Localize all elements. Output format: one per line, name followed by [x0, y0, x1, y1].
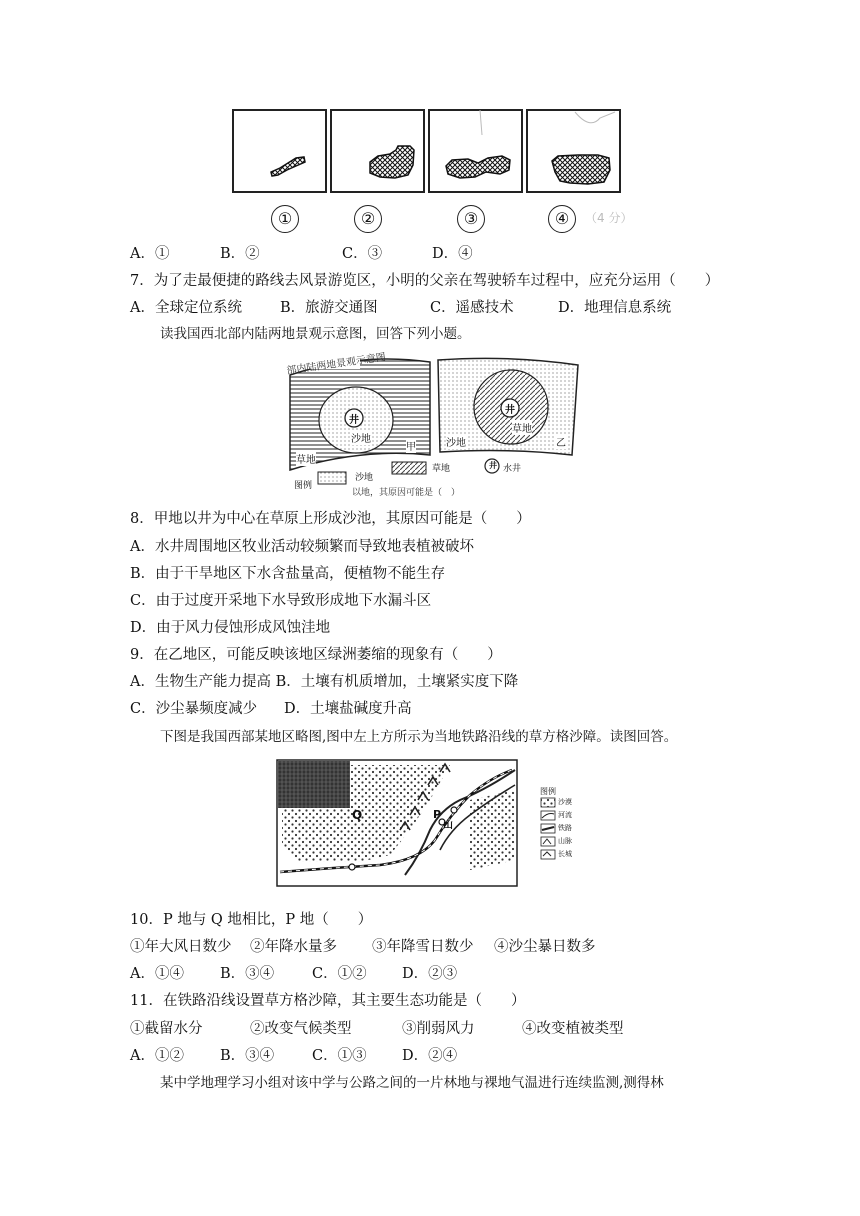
panel-number-4: ④: [548, 205, 576, 233]
yi-sand-label: 沙地: [446, 434, 466, 449]
q7-option-c[interactable]: C．遥感技术: [430, 300, 514, 316]
map-label-q: Q: [352, 808, 363, 822]
q8-stem: 8．甲地以井为中心在草原上形成沙池，其原因可能是（ ）: [130, 511, 531, 527]
q10-option-a[interactable]: A．①④: [130, 966, 184, 982]
map-legend-river-swatch: [541, 811, 555, 820]
jia-sand-label: 沙地: [351, 430, 371, 445]
q7-option-b[interactable]: B．旅游交通图: [280, 300, 378, 316]
legend-title: 图例: [294, 481, 313, 491]
yi-label: 乙: [556, 434, 566, 449]
map-legend-desert-swatch: [541, 798, 555, 807]
q8-option-c[interactable]: C．由于过度开采地下水导致形成地下水漏斗区: [130, 593, 432, 609]
q8-option-a[interactable]: A．水井周围地区牧业活动较频繁而导致地表植被破坏: [130, 539, 474, 555]
map-legend-title: 图例: [540, 787, 556, 796]
legend-sand-label: 沙地: [355, 473, 374, 483]
intro-last: 某中学地理学习小组对该中学与公路之间的一片林地与裸地气温进行连续监测,测得林: [160, 1075, 664, 1091]
q9-options-line1[interactable]: A．生物生产能力提高 B．土壤有机质增加，土壤紧实度下降: [130, 674, 519, 690]
jia-label: 甲: [406, 438, 416, 453]
q10-statement-4: ④沙尘暴日数多: [494, 939, 596, 955]
q10-option-d[interactable]: D．②③: [402, 966, 458, 982]
intro-10-11: 下图是我国西部某地区略图,图中左上方所示为当地铁路沿线的草方格沙障。读图回答。: [160, 729, 678, 745]
q11-statement-4: ④改变植被类型: [522, 1021, 624, 1037]
q6-option-d[interactable]: D．④: [432, 246, 473, 262]
q11-option-b[interactable]: B．③④: [220, 1048, 275, 1064]
q9-option-c[interactable]: C．沙尘暴频度减少: [130, 701, 258, 717]
q6-option-c[interactable]: C．③: [342, 246, 383, 262]
q8-option-b[interactable]: B．由于干旱地区下水含盐量高，便植物不能生存: [130, 566, 446, 582]
q10-option-c[interactable]: C．①②: [312, 966, 367, 982]
q11-statement-1: ①截留水分: [130, 1021, 203, 1037]
q11-option-a[interactable]: A．①②: [130, 1048, 184, 1064]
intro-8-9: 读我国西北部内陆两地景观示意图，回答下列小题。: [160, 326, 471, 342]
legend-grass-label: 草地: [432, 464, 451, 474]
q6-option-b[interactable]: B．②: [220, 246, 260, 262]
legend-well-label: 水井: [503, 464, 522, 474]
q10-option-b[interactable]: B．③④: [220, 966, 275, 982]
map-legend-mountain-swatch: [541, 837, 555, 846]
yi-grass-label: 草地: [512, 420, 532, 435]
q7-option-d[interactable]: D．地理信息系统: [558, 300, 672, 316]
jia-well-label: 井: [349, 415, 359, 426]
map-legend-desert: 沙漠: [558, 798, 572, 806]
jia-grass-label: 草地: [296, 451, 316, 466]
map-legend-river: 河流: [558, 811, 572, 819]
map-legend-railway: 铁路: [558, 824, 572, 832]
q10-statement-3: ③年降雪日数少: [372, 939, 474, 955]
fig2-bottom-fragment: 以地，其原因可能是（ ）: [352, 488, 461, 498]
legend-well-glyph: 井: [489, 461, 497, 470]
q8-option-d[interactable]: D．由于风力侵蚀形成风蚀洼地: [130, 620, 331, 636]
map-legend-wall: 长城: [558, 850, 572, 858]
q10-statement-2: ②年降水量多: [250, 939, 337, 955]
q6-option-a[interactable]: A．①: [130, 246, 170, 262]
q11-statement-2: ②改变气候类型: [250, 1021, 352, 1037]
q11-option-d[interactable]: D．②④: [402, 1048, 458, 1064]
station-dot: [349, 864, 355, 870]
panel-number-1: ①: [271, 205, 299, 233]
sand-barrier-grid: [278, 761, 350, 808]
q9-stem: 9．在乙地区，可能反映该地区绿洲萎缩的现象有（ ）: [130, 647, 502, 663]
q11-option-c[interactable]: C．①③: [312, 1048, 367, 1064]
q10-statement-1: ①年大风日数少: [130, 939, 232, 955]
q11-statement-3: ③削弱风力: [402, 1021, 475, 1037]
panel-number-2: ②: [354, 205, 382, 233]
svg-text:（4 分）: （4 分）: [585, 211, 633, 225]
yi-well-label: 井: [505, 405, 515, 416]
map-label-p: P: [433, 808, 442, 821]
map-legend-mountain: 山脉: [558, 837, 572, 845]
q9-option-d[interactable]: D．土壤盐碱度升高: [284, 701, 412, 717]
q10-stem: 10．P 地与 Q 地相比，P 地（ ）: [130, 912, 373, 928]
panel-number-3: ③: [457, 205, 485, 233]
map-legend-wall-swatch: [541, 850, 555, 859]
q7-option-a[interactable]: A．全球定位系统: [130, 300, 242, 316]
map-label-mountain: 山: [443, 820, 453, 831]
fig2-header-fragment: 部内陆两地景观示意图: [285, 352, 387, 377]
q11-stem: 11．在铁路沿线设置草方格沙障，其主要生态功能是（ ）: [130, 993, 526, 1009]
q7-stem: 7．为了走最便捷的路线去风景游览区，小明的父亲在驾驶轿车过程中，应充分运用（ ）: [130, 273, 720, 289]
